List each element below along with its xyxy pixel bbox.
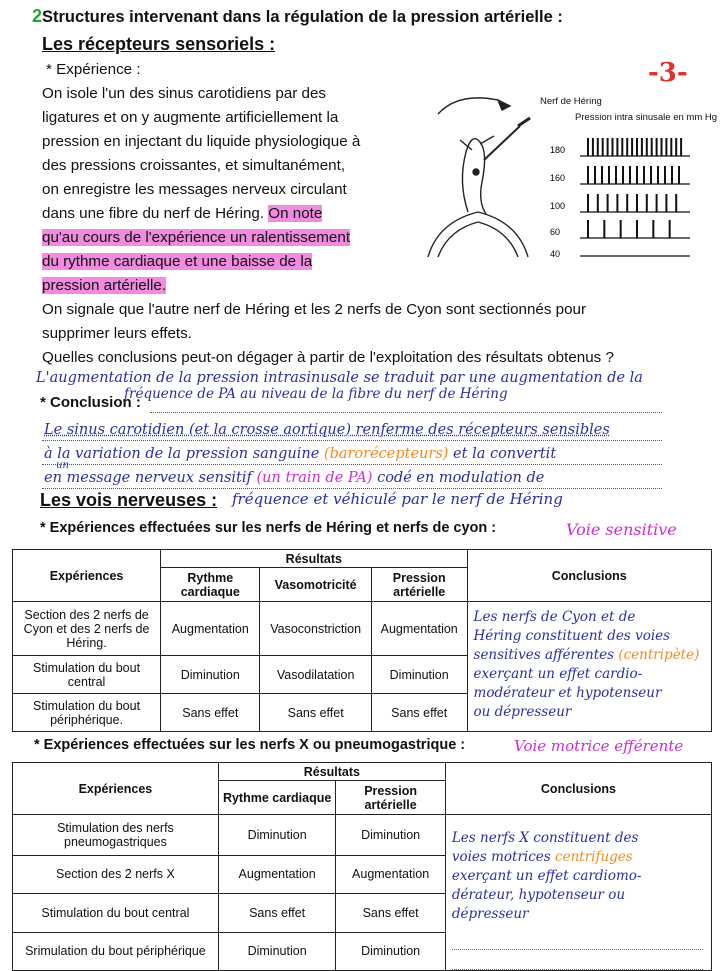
col-header: Expériences <box>13 763 219 815</box>
title-text: Structures intervenant dans la régulation de la pression artérielle : <box>42 8 563 26</box>
table1-conclusion-cell: Les nerfs de Cyon et de Héring constituent des voies sensitives afférentes (centripète) exerçant un effet cardio- modérateur et hypotenseur ou dépresseur <box>467 602 711 732</box>
carotid-sinus-illustration <box>398 82 538 262</box>
after-paragraph <box>42 298 712 370</box>
table2 <box>12 762 712 971</box>
pressure-label: Pression intra sinusale en mm Hg <box>575 112 718 123</box>
table-row: Stimulation du bout périphérique. Sans effet Sans effet Sans effet <box>13 694 712 732</box>
sub-header: Pression artérielle <box>371 568 467 602</box>
conclusion-hand-line: à la variation de la pression sanguine (barorécepteurs) et la convertit <box>44 446 557 462</box>
para-line: supprimer leurs effets. <box>42 325 192 342</box>
handwritten-line: L'augmentation de la pression intrasinusale se traduit par une augmentation de la <box>36 370 643 386</box>
conclusion-label: * Conclusion : <box>40 394 141 411</box>
level-label: 40 <box>550 249 561 259</box>
para-line: on enregistre les messages nerveux circulant <box>42 181 347 198</box>
page-number: -3- <box>648 58 688 88</box>
section-heading-voies: Les vois nerveuses : <box>40 490 218 510</box>
col-header: Résultats <box>218 763 445 781</box>
highlight: On note <box>268 205 323 222</box>
nerve-recording-figure <box>540 130 720 260</box>
table1 <box>12 549 712 732</box>
table-row: Section des 2 nerfs de Cyon et des 2 nerfs de Héring. Augmentation Vasoconstriction Augmentation Les nerfs de Cyon et de Héring constituent des voies sensitives afférentes (centripète) exerçant un effet cardio- modérateur et hypotenseur ou dépresseur <box>13 602 712 656</box>
inserted-word: un <box>56 460 69 471</box>
level-label: 100 <box>550 201 566 211</box>
highlight: pression artérielle. <box>42 277 167 294</box>
section-heading-recepteurs: Les récepteurs sensoriels : <box>42 34 276 54</box>
sub-header: Rythme cardiaque <box>161 568 260 602</box>
handwritten-line: fréquence et véhiculé par le nerf de Héring <box>232 490 563 508</box>
col-header: Conclusions <box>467 550 711 602</box>
sub-header: Pression artérielle <box>336 781 445 815</box>
para-line: On signale que l'autre nerf de Héring et les 2 nerfs de Cyon sont sectionnés pour <box>42 301 587 318</box>
para-line: dans une fibre du nerf de Héring. On note <box>42 205 323 222</box>
conclusion-hand-line: en message nerveux sensitif (un train de PA) codé en modulation de <box>44 470 545 486</box>
sub-header: Rythme cardiaque <box>218 781 336 815</box>
col-header: Résultats <box>161 550 467 568</box>
handwritten-line: fréquence de PA au niveau de la fibre du nerf de Héring <box>124 386 508 402</box>
experience-label: * Expérience : <box>46 61 141 78</box>
table-row: Stimulation du bout central Diminution Vasodilatation Diminution <box>13 656 712 694</box>
para-line: Quelles conclusions peut-on dégager à partir de l'exploitation des résultats obtenus ? <box>42 349 614 366</box>
level-label: 160 <box>550 173 566 183</box>
para-line: des pressions croissantes, et simultanément, <box>42 157 346 174</box>
table2-caption: * Expériences effectuées sur les nerfs X ou pneumogastrique : <box>34 737 466 753</box>
conclusion-hand-line: Le sinus carotidien (et la crosse aortique) renferme des récepteurs sensibles <box>44 422 610 438</box>
table-row: Section des 2 nerfs X Augmentation Augmentation <box>13 855 712 893</box>
para-line: ligatures et on y augmente artificiellement la <box>42 109 339 126</box>
para-line: pression en injectant du liquide physiologique à <box>42 133 361 150</box>
col-header: Expériences <box>13 550 161 602</box>
nerf-label: Nerf de Héring <box>540 96 602 107</box>
page-title <box>32 6 563 27</box>
col-header: Conclusions <box>445 763 711 815</box>
table1-caption: * Expériences effectuées sur les nerfs de Héring et nerfs de cyon : <box>40 520 497 536</box>
table-row: Srimulation du bout périphérique Diminution Diminution <box>13 932 712 971</box>
experience-paragraph <box>42 82 392 298</box>
table1-caption-hand: Voie sensitive <box>566 520 677 539</box>
highlight: qu'au cours de l'expérience un ralentissement <box>42 229 351 246</box>
sub-header: Vasomotricité <box>260 568 371 602</box>
table2-caption-hand: Voie motrice efférente <box>514 737 684 755</box>
table2-conclusion-cell: Les nerfs X constituent des voies motrices centrifuges exerçant un effet cardiomo- dérateur, hypotenseur ou dépresseur <box>445 815 711 971</box>
title-number: 2 <box>32 6 43 26</box>
level-label: 180 <box>550 145 566 155</box>
table-row: Stimulation des nerfs pneumogastriques Diminution Diminution Les nerfs X constituent des voies motrices centrifuges exerçant un effet cardiomo- dérateur, hypotenseur ou dépresseur <box>13 815 712 856</box>
highlight: du rythme cardiaque et une baisse de la <box>42 253 313 270</box>
table-row: Stimulation du bout central Sans effet Sans effet <box>13 894 712 932</box>
para-line: On isole l'un des sinus carotidiens par des <box>42 85 327 102</box>
level-label: 60 <box>550 227 561 237</box>
